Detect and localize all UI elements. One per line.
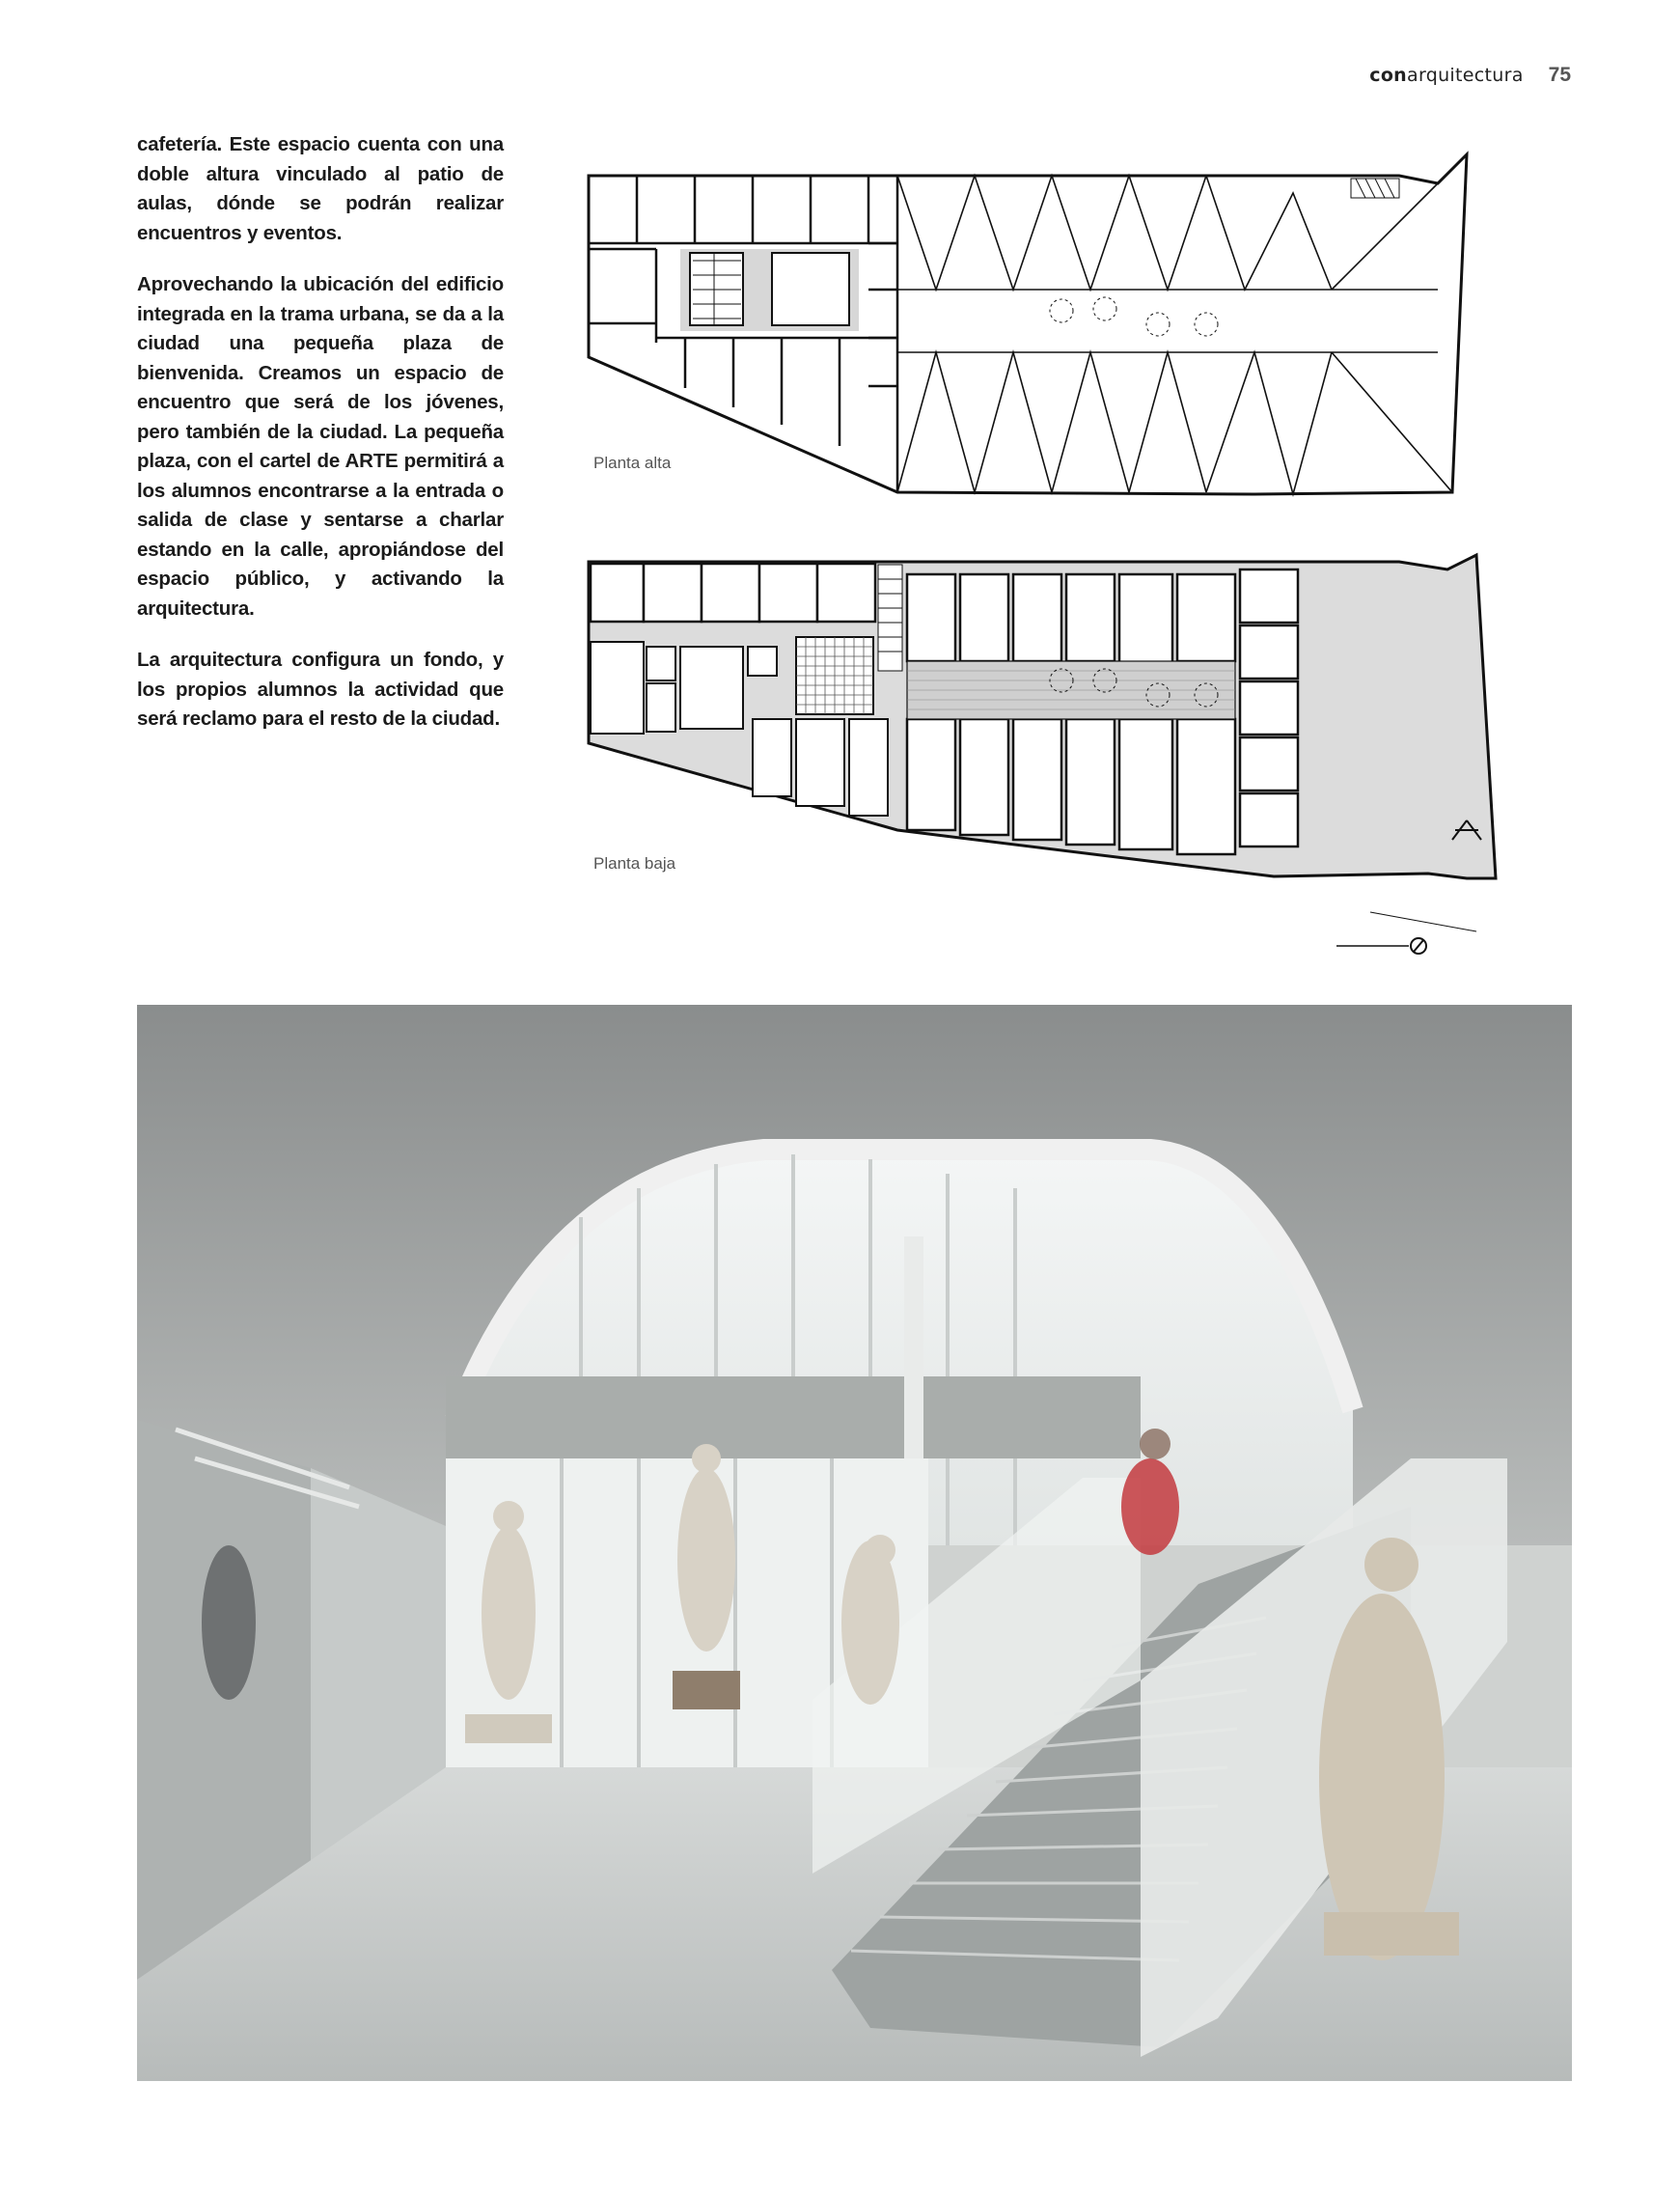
running-header <box>1369 64 1571 87</box>
magazine-brand: conarquitectura <box>1369 65 1524 86</box>
body-text <box>137 130 504 757</box>
lower-floor-plan-drawing <box>579 541 1544 965</box>
paragraph-3: La arquitectura configura un fondo, y los propios alumnos la actividad que será reclamo para el resto de la ciudad. <box>137 649 504 730</box>
paragraph-1: cafetería. Este espacio cuenta con una doble altura vinculado al patio de aulas, dónde se podrán realizar encuentros y eventos. <box>137 133 504 244</box>
paragraph-2: Aprovechando la ubicación del edificio integrada en la trama urbana, se da a la ciudad una pequeña plaza de bienvenida. Creamos un espacio de encuentro que será de los jóvenes, pero también de la ciudad. La pequeña plaza, con el cartel de ARTE permitirá a los alumnos encontrarse a la entrada o salida de clase y sentarse a charlar estando en la calle, apropiándose del espacio público, y activando la arquitectura. <box>137 273 504 620</box>
lower-floor-plan <box>579 541 1544 965</box>
lower-plan-label: Planta baja <box>593 854 676 873</box>
interior-photo-illustration <box>137 1005 1572 2081</box>
upper-floor-plan-drawing <box>579 135 1544 502</box>
interior-photo <box>137 1005 1572 2081</box>
upper-floor-plan <box>579 135 1544 502</box>
page-number: 75 <box>1548 64 1571 86</box>
upper-plan-label: Planta alta <box>593 454 672 472</box>
